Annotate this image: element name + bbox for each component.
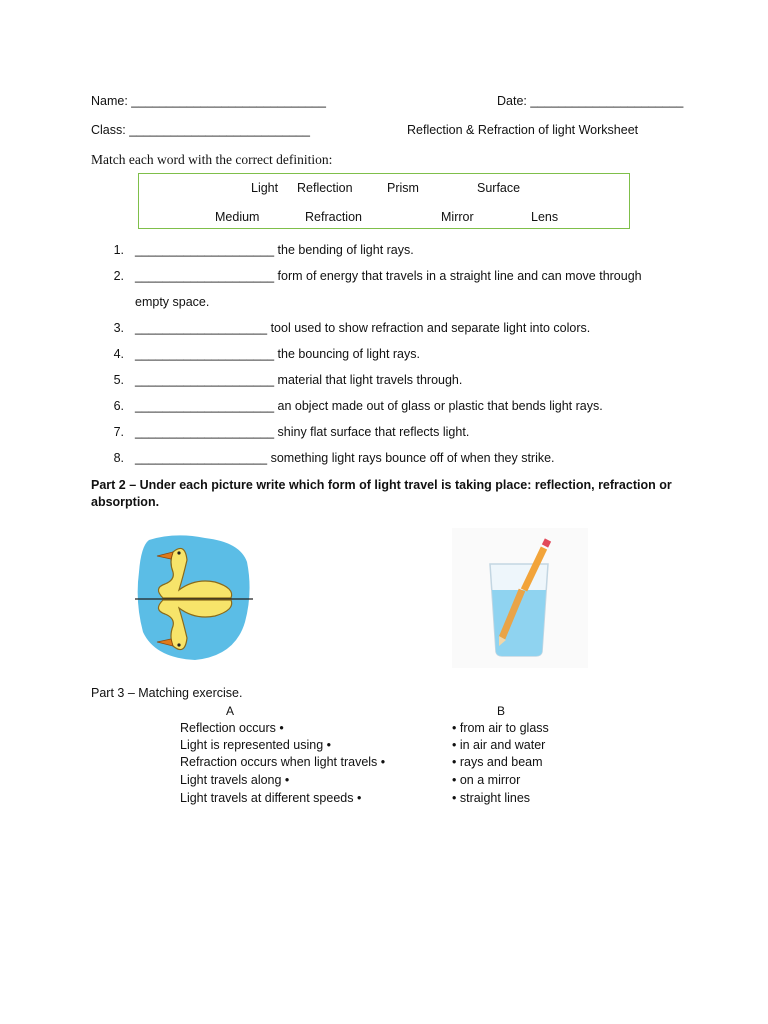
match-item-b[interactable]: • from air to glass bbox=[452, 721, 549, 735]
worksheet-title: Reflection & Refraction of light Worksheet bbox=[407, 123, 639, 137]
question-text: the bending of light rays. bbox=[277, 243, 414, 257]
date-field-label: Date: ______________________ bbox=[497, 94, 684, 108]
match-item-b[interactable]: • straight lines bbox=[452, 791, 531, 805]
question-text: shiny flat surface that reflects light. bbox=[277, 425, 470, 439]
question-item[interactable] bbox=[135, 321, 590, 335]
swan-reflection-illustration bbox=[135, 532, 253, 662]
question-text: something light rays bounce off of when they strike. bbox=[270, 451, 555, 465]
word-bank-word: Mirror bbox=[441, 210, 474, 224]
question-number: 1. bbox=[113, 243, 124, 257]
part3-title: Part 3 – Matching exercise. bbox=[91, 686, 243, 700]
question-text: an object made out of glass or plastic that bends light rays. bbox=[277, 399, 603, 413]
part2-instruction-line2: absorption. bbox=[91, 495, 160, 509]
word-bank-word: Refraction bbox=[305, 210, 362, 224]
answer-blank[interactable]: ____________________ bbox=[135, 269, 275, 283]
word-bank-word: Light bbox=[251, 181, 279, 195]
name-field-label: Name: ____________________________ bbox=[91, 94, 326, 108]
word-bank-word: Surface bbox=[477, 181, 521, 195]
question-text: material that light travels through. bbox=[277, 373, 463, 387]
question-text: form of energy that travels in a straight line and can move through bbox=[277, 269, 642, 283]
word-bank-word: Medium bbox=[215, 210, 260, 224]
match-item-a[interactable]: Reflection occurs • bbox=[180, 721, 284, 735]
answer-blank[interactable]: ____________________ bbox=[135, 373, 275, 387]
match-item-a[interactable]: Light travels along • bbox=[180, 773, 290, 787]
question-number: 6. bbox=[113, 399, 124, 413]
question-text: tool used to show refraction and separate light into colors. bbox=[270, 321, 591, 335]
question-number: 8. bbox=[113, 451, 124, 465]
question-item[interactable] bbox=[135, 451, 555, 465]
question-item[interactable] bbox=[135, 243, 414, 257]
match-item-a[interactable]: Light is represented using • bbox=[180, 738, 331, 752]
answer-blank[interactable]: ____________________ bbox=[135, 399, 275, 413]
answer-blank[interactable]: ____________________ bbox=[135, 243, 275, 257]
question-text-continuation: empty space. bbox=[135, 295, 210, 309]
match-item-b[interactable]: • on a mirror bbox=[452, 773, 521, 787]
part1-instruction: Match each word with the correct definition: bbox=[91, 152, 333, 167]
answer-blank[interactable]: ____________________ bbox=[135, 425, 275, 439]
question-number: 4. bbox=[113, 347, 124, 361]
match-item-b[interactable]: • rays and beam bbox=[452, 755, 543, 769]
pencil-in-glass-illustration bbox=[452, 528, 588, 668]
question-text: the bouncing of light rays. bbox=[277, 347, 420, 361]
question-number: 5. bbox=[113, 373, 124, 387]
answer-blank[interactable]: ___________________ bbox=[135, 451, 268, 465]
question-item[interactable] bbox=[135, 347, 420, 361]
word-bank-word: Lens bbox=[531, 210, 559, 224]
answer-blank[interactable]: ____________________ bbox=[135, 347, 275, 361]
class-field-label: Class: __________________________ bbox=[91, 123, 310, 137]
question-number: 2. bbox=[113, 269, 124, 283]
word-bank bbox=[138, 173, 630, 229]
match-item-a[interactable]: Light travels at different speeds • bbox=[180, 791, 362, 805]
question-item[interactable] bbox=[135, 425, 469, 439]
word-bank-word: Prism bbox=[387, 181, 419, 195]
answer-blank[interactable]: ___________________ bbox=[135, 321, 268, 335]
question-item[interactable] bbox=[135, 373, 462, 387]
part2-instruction-line1: Part 2 – Under each picture write which form of light travel is taking place: reflection, refraction or bbox=[91, 478, 672, 492]
match-item-a[interactable]: Refraction occurs when light travels • bbox=[180, 755, 386, 769]
match-item-b[interactable]: • in air and water bbox=[452, 738, 546, 752]
column-a-header: A bbox=[226, 704, 235, 718]
question-item[interactable] bbox=[135, 399, 603, 413]
question-number: 7. bbox=[113, 425, 124, 439]
question-item[interactable] bbox=[135, 269, 642, 283]
column-b-header: B bbox=[497, 704, 506, 718]
question-number: 3. bbox=[113, 321, 124, 335]
word-bank-word: Reflection bbox=[297, 181, 353, 195]
